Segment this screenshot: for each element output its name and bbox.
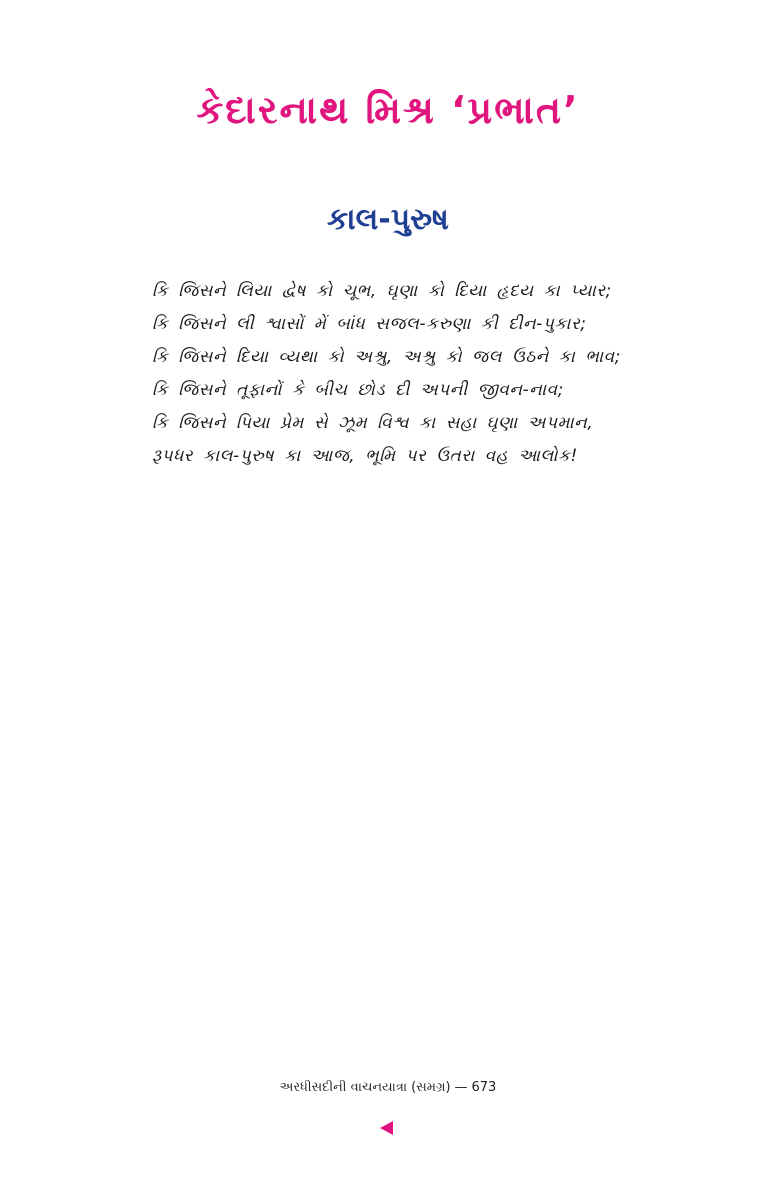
page-footer [0,1080,776,1095]
poem-line: રૂપધર કાલ-પુરુષ કા આજ, ભૂમિ પર ઉતરા વહ આલોક! [152,446,578,466]
prev-page-icon[interactable] [380,1121,393,1135]
poem-line: કિ જિસને પિયા પ્રેમ સે ઝૂમ વિશ્વ કા સહા ઘૃણા અપમાન, [152,413,594,433]
book-title: અરધીસદીની વાચનયાત્રા (સમગ્ર) [279,1080,451,1095]
poem-body [152,276,672,474]
author-heading: કેદારનાથ મિશ્ર ‘પ્રભાત’ [196,88,580,132]
poem-line: કિ જિસને લી શ્વાસોં મેં બાંધ સજલ-કરુણા કી દીન-પુકાર; [152,314,587,334]
poem-line: કિ જિસને તૂફાનોં કે બીચ છોડ દી અપની જીવન-નાવ; [152,380,564,400]
poem-line: કિ જિસને દિયા વ્યથા કો અશ્રુ, અશ્રુ કો જલ ઉઠને કા ભાવ; [152,347,621,367]
poem-title: કાલ-પુરુષ [327,202,449,237]
page-number: 673 [471,1080,497,1095]
poem-line: કિ જિસને લિયા દ્વેષ કો ચૂભ, ઘૃણા કો દિયા હૃદય કા પ્યાર; [152,281,612,301]
footer-separator: — [454,1080,468,1095]
